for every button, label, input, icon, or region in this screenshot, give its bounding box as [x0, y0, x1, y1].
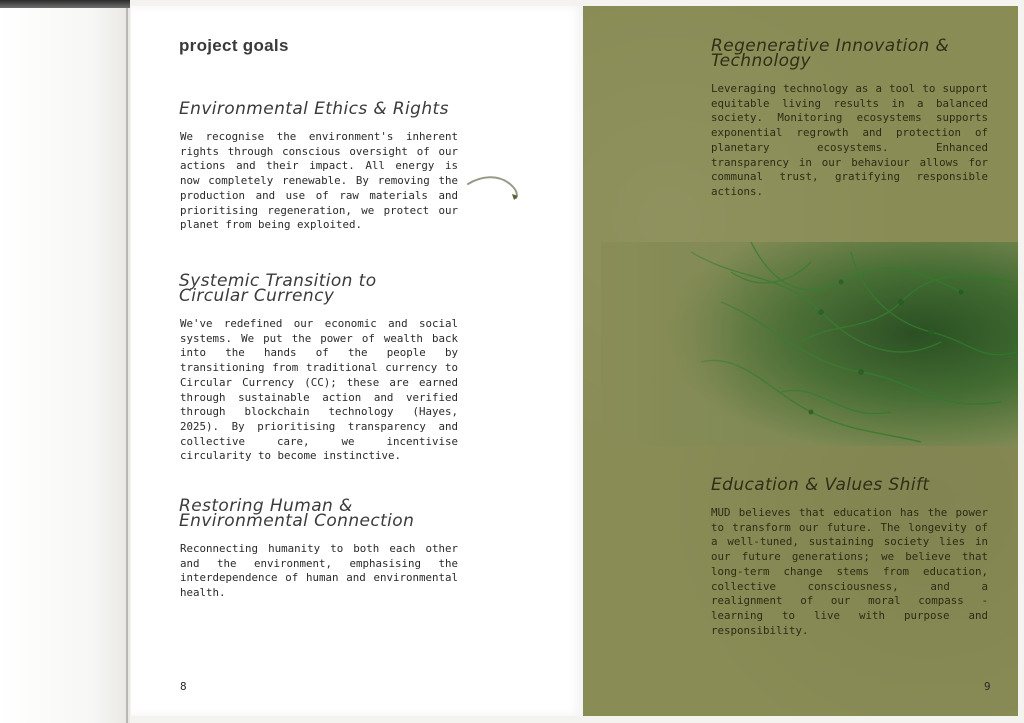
book-spine-shadow: [126, 0, 128, 723]
section-body-human-connection: Reconnecting humanity to both each other and the environment, emphasising the interdependence of human and environmental health.: [180, 542, 458, 600]
section-title-circular-currency: [179, 271, 377, 306]
section-body-circular-currency: We've redefined our economic and social systems. We put the power of wealth back into the hands of the people by transitioning from traditional currency to Circular Currency (CC); these are earned through sustainable action and verified through blockchain technology (Hayes, 2025). By prioritising transparency and collective care, we incentivise circularity to become instinctive.: [180, 317, 458, 463]
string-stain-mark: [466, 176, 526, 206]
section-body-regenerative-innovation: Leveraging technology as a tool to support equitable living results in a balanced society. Monitoring ecosystems supports exponential regrowth and protection of planetary ecosystems. Enhanced transparency in our behaviour allows for communal trust, gratifying responsible actions.: [711, 82, 988, 198]
mycelium-image: [601, 242, 1018, 446]
section-title-line: Environmental Ethics & Rights: [179, 99, 449, 119]
page-number-right: 9: [984, 680, 991, 693]
section-title-education-values: [711, 475, 930, 495]
page-heading: project goals: [179, 36, 289, 55]
section-title-line: Technology: [711, 51, 812, 71]
section-body-education-values: MUD believes that education has the power to transform our future. The longevity of a well-tuned, sustaining society lies in our future generations; we believe that long-term change stems from education, collective consciousness, and a realignment of our moral compass - learning to live with purpose and responsibility.: [711, 506, 988, 637]
page-number-left: 8: [180, 680, 187, 693]
scanner-margin: [0, 0, 130, 723]
section-title-environmental-ethics: [179, 99, 449, 119]
section-title-line: Systemic Transition to: [179, 271, 377, 291]
section-title-human-connection: [179, 496, 415, 531]
section-title-line: Circular Currency: [179, 286, 335, 306]
left-page: [131, 6, 583, 716]
right-page: [583, 6, 1018, 716]
section-title-line: Regenerative Innovation &: [711, 36, 950, 56]
scanner-top-edge: [0, 0, 130, 8]
section-title-line: Environmental Connection: [179, 511, 415, 531]
section-title-line: Education & Values Shift: [711, 475, 930, 495]
mycelium-network-illustration: [601, 242, 1018, 446]
section-title-line: Restoring Human &: [179, 496, 353, 516]
section-title-regenerative-innovation: [711, 36, 950, 71]
section-body-environmental-ethics: We recognise the environment's inherent rights through conscious oversight of our actions and their impact. All energy is now completely renewable. By removing the production and use of raw materials and prioritising regeneration, we protect our planet from being exploited.: [180, 130, 458, 232]
